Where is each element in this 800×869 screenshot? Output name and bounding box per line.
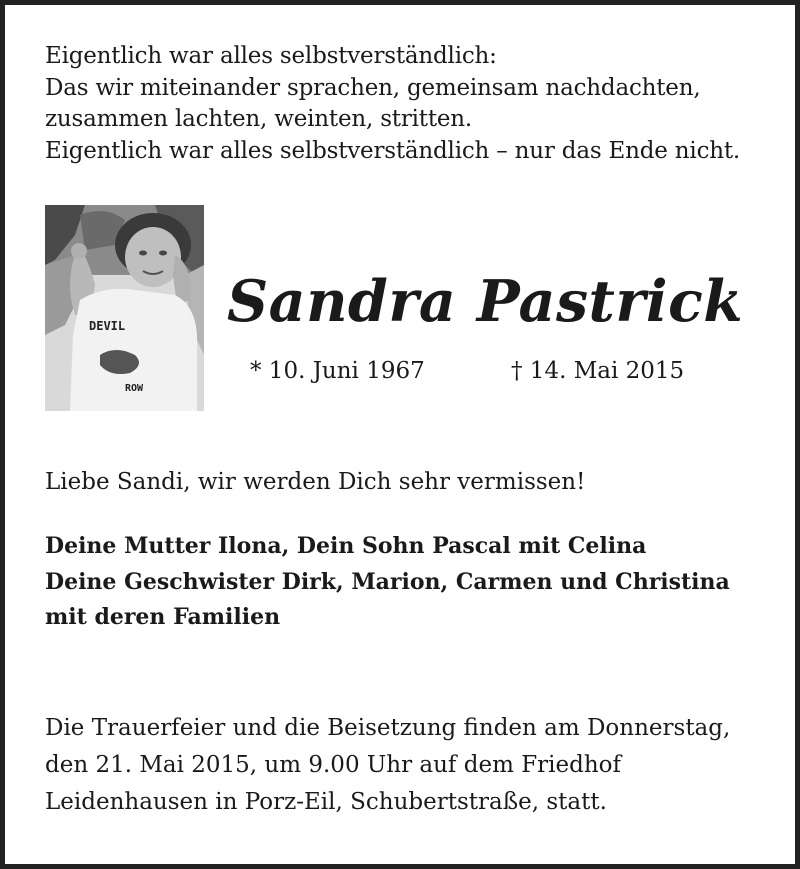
poem-line: Das wir miteinander sprachen, gemeinsam nachdachten, bbox=[45, 74, 701, 101]
family-line: Deine Mutter Ilona, Dein Sohn Pascal mit Celina bbox=[45, 533, 647, 559]
poem-block bbox=[45, 41, 785, 167]
poem-line: Eigentlich war alles selbstverständlich – nur das Ende nicht. bbox=[45, 137, 741, 164]
service-line: den 21. Mai 2015, um 9.00 Uhr auf dem Friedhof bbox=[45, 752, 622, 778]
shirt-text-top: DEVIL bbox=[89, 319, 126, 333]
family-signature bbox=[45, 529, 730, 636]
poem-line: zusammen lachten, weinten, stritten. bbox=[45, 106, 473, 132]
birth-date: * 10. Juni 1967 bbox=[250, 358, 425, 384]
service-line: Leidenhausen in Porz-Eil, Schubertstraße, statt. bbox=[45, 789, 607, 815]
shirt-text-bottom: ROW bbox=[125, 383, 144, 394]
death-date: † 14. Mai 2015 bbox=[511, 358, 685, 384]
deceased-name: Sandra Pastrick bbox=[227, 268, 744, 335]
service-info bbox=[45, 710, 730, 821]
portrait-photo bbox=[45, 205, 204, 411]
service-line: Die Trauerfeier und die Beisetzung finden am Donnerstag, bbox=[45, 715, 731, 741]
family-line: mit deren Familien bbox=[45, 604, 281, 630]
farewell-message: Liebe Sandi, wir werden Dich sehr vermissen! bbox=[45, 469, 586, 495]
family-line: Deine Geschwister Dirk, Marion, Carmen und Christina bbox=[45, 568, 730, 595]
portrait-illustration bbox=[45, 205, 204, 411]
poem-line: Eigentlich war alles selbstverständlich: bbox=[45, 43, 497, 69]
